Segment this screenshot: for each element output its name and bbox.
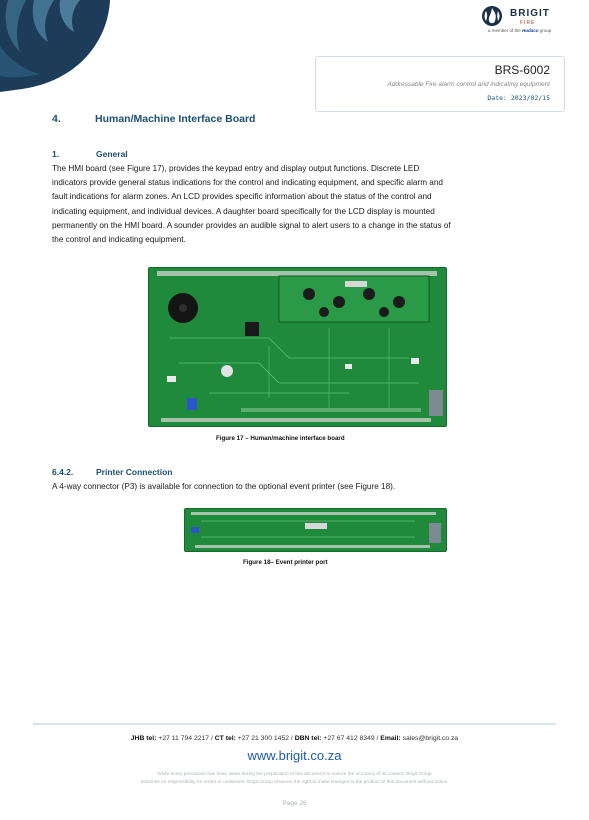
section-number: 4. xyxy=(52,113,61,125)
figure-17-caption: Figure 17 – Human/machine interface board xyxy=(216,435,345,442)
jhb-label: JHB tel: xyxy=(130,735,157,742)
member-suffix: group xyxy=(539,28,552,33)
brand-name: BRIGIT xyxy=(510,8,550,19)
hmi-board-drawing xyxy=(149,268,446,426)
separator: / xyxy=(290,735,293,742)
document-number: BRS-6002 xyxy=(494,63,550,77)
printer-number: 6.4.2. xyxy=(52,467,74,477)
corner-decoration xyxy=(0,0,110,92)
website-link[interactable]: www.brigit.co.za xyxy=(247,748,342,763)
document-subtitle: Addressable Fire alarm control and indicating equipment xyxy=(387,81,550,88)
paragraph-line: indicators provide general status indications for the control and indicating equipment, and specific alarm and xyxy=(52,178,443,188)
paragraph-line: fault indications for alarm zones. An LCD provides specific information about the status of the control and xyxy=(52,192,432,202)
section-title: Human/Machine Interface Board xyxy=(95,113,256,125)
printer-heading xyxy=(52,467,173,477)
hmi-board-image xyxy=(148,267,447,427)
separator: / xyxy=(210,735,213,742)
general-number: 1. xyxy=(52,149,60,159)
disclaimer xyxy=(60,771,529,787)
flame-icon xyxy=(478,5,510,27)
dbn-phone: +27 67 412 8349 xyxy=(323,735,375,742)
section-heading xyxy=(52,113,255,125)
document-date: Date: 2023/02/15 xyxy=(487,94,550,102)
ct-phone: +27 21 300 1452 xyxy=(237,735,290,742)
general-heading xyxy=(52,149,128,159)
printer-paragraph: A 4-way connector (P3) is available for connection to the optional event printer (see Figure 18). xyxy=(52,482,396,491)
email-link[interactable]: sales@brigit.co.za xyxy=(402,735,459,742)
page-number: Page 26 xyxy=(282,800,307,807)
brand-sub: FIRE xyxy=(520,20,536,26)
member-prefix: a member of the xyxy=(488,28,521,33)
printer-title: Printer Connection xyxy=(96,467,173,477)
general-title: General xyxy=(96,149,128,159)
general-paragraph xyxy=(52,162,542,247)
paragraph-line: permanently on the HMI board. A sounder provides an audible signal to alert users to a change in the status of xyxy=(52,220,451,230)
ct-label: CT tel: xyxy=(214,735,236,742)
jhb-phone: +27 11 794 2217 xyxy=(158,735,210,742)
paragraph-line: the control and indicating equipment. xyxy=(52,235,186,245)
footer-contacts xyxy=(0,735,589,742)
disclaimer-line: While every precaution has been taken during the preparation of this document to ensure the accuracy of its content, Brigit Group xyxy=(157,772,432,777)
figure-18-caption: Figure 18– Event printer port xyxy=(243,559,328,566)
document-info-box xyxy=(315,56,565,112)
email-label: Email: xyxy=(380,735,401,742)
member-of-text xyxy=(488,28,551,33)
dbn-label: DBN tel: xyxy=(294,735,322,742)
footer-divider xyxy=(33,723,556,725)
paragraph-line: The HMI board (see Figure 17), provides the keypad entry and display output functions. Discrete LED xyxy=(52,164,420,173)
printer-port-drawing xyxy=(185,509,446,551)
disclaimer-line: assumes no responsibility for errors or omissions. Brigit Group reserves the right to make changes to the product or this document without notice. xyxy=(140,780,449,785)
separator: / xyxy=(376,735,379,742)
member-group: Hudaco xyxy=(522,28,539,33)
paragraph-line: indicating equipment, and individual devices. A daughter board specifically for the LCD display is mounted xyxy=(52,206,435,216)
printer-port-image xyxy=(184,508,447,552)
